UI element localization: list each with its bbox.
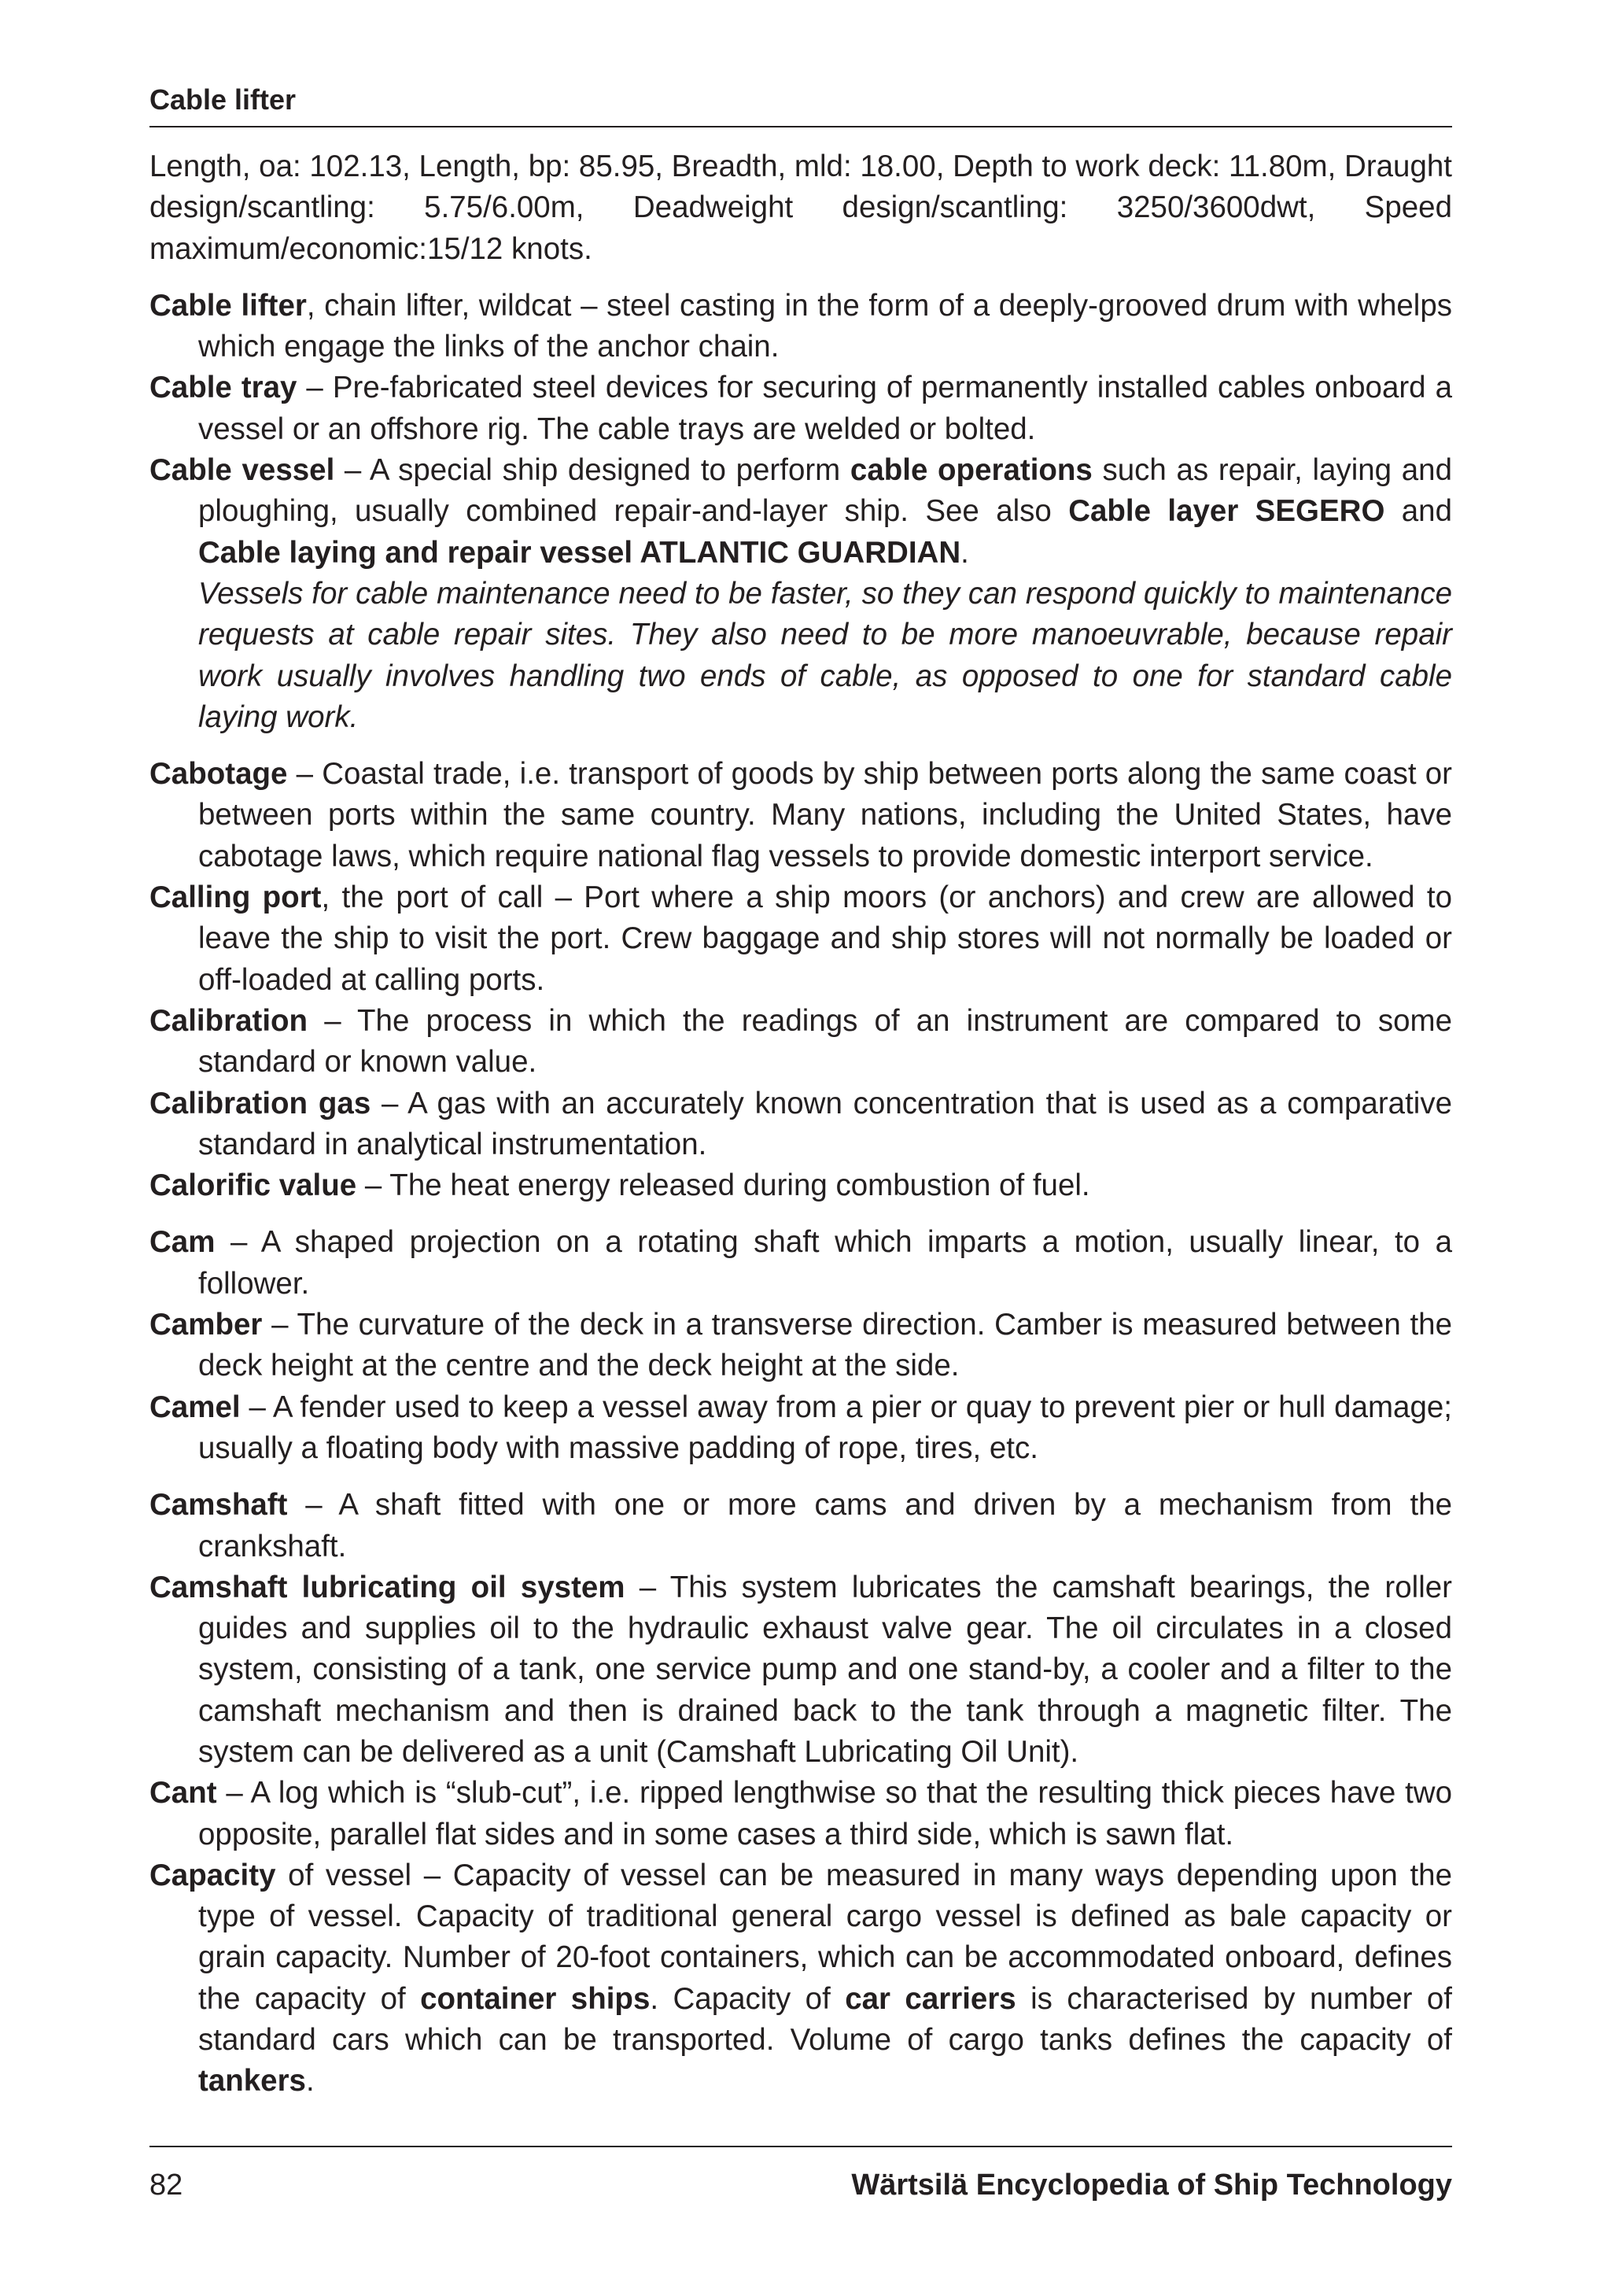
glossary-entry (149, 1222, 1452, 1305)
bold-term: Cant (149, 1776, 217, 1811)
glossary-content (149, 146, 1452, 2102)
entry-text: , chain lifter, wildcat – steel casting in the form of a deeply-grooved drum with whelps which engage the links of the anchor chain. (198, 288, 1452, 364)
bold-term: Cam (149, 1225, 216, 1260)
bold-term: cable operations (850, 453, 1093, 488)
bold-term: container ships (420, 1981, 651, 2016)
bold-term: Camshaft lubricating oil system (149, 1570, 625, 1604)
entry-text: , the port of call – Port where a ship moors (or anchors) and crew are allowed to leave the ship to visit the port. Crew baggage and ship stores will not normally be loaded or off-loaded at calling ports. (198, 880, 1453, 997)
entry-text: – A shaped projection on a rotating shaft which imparts a motion, usually linear, to a follower. (198, 1225, 1452, 1301)
bold-term: Camshaft (149, 1488, 288, 1523)
book-title: Wärtsilä Encyclopedia of Ship Technology (851, 2169, 1452, 2202)
bold-term: Cabotage (149, 757, 288, 792)
entry-text: such as repair, laying and ploughing, usually combined repair-and-layer ship. See also (198, 453, 1452, 529)
glossary-entry (149, 1855, 1452, 2102)
glossary-entry (149, 1305, 1452, 1387)
glossary-entry (149, 1083, 1452, 1166)
entry-text: – Coastal trade, i.e. transport of goods by ship between ports along the same coast or between ports within the same country. Many nations, including the United States, have cabotage laws, which require national flag vessels to provide domestic interport service. (198, 757, 1452, 873)
glossary-entry (149, 1165, 1452, 1206)
running-header-title: Cable lifter (149, 83, 1452, 127)
entry-text: – A gas with an accurately known concentration that is used as a comparative standard in analytical instrumentation. (198, 1086, 1452, 1161)
entry-text: – A special ship designed to perform (334, 453, 850, 488)
bold-term: Calling port (149, 880, 322, 915)
intro-paragraph: Length, oa: 102.13, Length, bp: 85.95, Breadth, mld: 18.00, Depth to work deck: 11.80m, Draught design/scantling: 5.75/6.00m, Deadweight design/scantling: 3250/3600dwt, Speed maximum/economic:15/12 knots. (149, 149, 1452, 266)
glossary-entry (149, 1567, 1452, 1773)
entry-text: – The heat energy released during combustion of fuel. (356, 1168, 1090, 1203)
footer-rule (149, 2146, 1452, 2147)
entry-text: . (960, 535, 969, 570)
glossary-entries (149, 286, 1452, 2102)
glossary-entry (149, 286, 1452, 368)
bold-term: tankers (198, 2064, 306, 2099)
entry-text: of vessel – Capacity of vessel can be measured in many ways depending upon the type of vessel. Capacity of traditional general cargo vessel is defined as bale capacity or grain capacity. Number of 20-foot containers, which can be accommodated onboard, defines the capacity of (198, 1858, 1452, 2016)
glossary-entry (149, 367, 1452, 450)
entry-text: – Pre-fabricated steel devices for securing of permanently installed cables onboard a vessel or an offshore rig. The cable trays are welded or bolted. (198, 371, 1452, 446)
glossary-entry (149, 1773, 1452, 1855)
bold-term: Calibration (149, 1003, 308, 1038)
bold-term: Camel (149, 1390, 241, 1424)
glossary-entry (149, 450, 1452, 738)
bold-term: Calorific value (149, 1168, 357, 1203)
bold-term: Cable lifter (149, 288, 307, 323)
entry-text: . (305, 2064, 315, 2099)
bold-term: Cable vessel (149, 453, 335, 488)
bold-term: Calibration gas (149, 1086, 371, 1120)
entry-text: is characterised by number of standard cars which can be transported. Volume of cargo tanks defines the capacity of (198, 1981, 1452, 2058)
entry-text: – The process in which the readings of an instrument are compared to some standard or known value. (198, 1003, 1452, 1080)
bold-term: Capacity (149, 1858, 276, 1892)
entry-text: – The curvature of the deck in a transverse direction. Camber is measured between the deck height at the centre and the deck height at the side. (198, 1308, 1452, 1383)
page-number: 82 (149, 2169, 183, 2202)
entry-text: – This system lubricates the camshaft bearings, the roller guides and supplies oil to the hydraulic exhaust valve gear. The oil circulates in a closed system, consisting of a tank, one service pump and one stand-by, a cooler and a filter to the camshaft mechanism and then is drained back to the tank through a magnetic filter. The system can be delivered as a unit (Camshaft Lubricating Oil Unit). (198, 1570, 1452, 1769)
bold-term: Camber (149, 1308, 263, 1342)
glossary-entry (149, 1001, 1452, 1083)
glossary-entry (149, 877, 1452, 1001)
entry-text: and (1384, 494, 1452, 529)
entry-text: – A log which is “slub-cut”, i.e. ripped lengthwise so that the resulting thick pieces have two opposite, parallel flat sides and in some cases a third side, which is sawn flat. (198, 1776, 1452, 1851)
bold-term: car carriers (845, 1981, 1016, 2016)
entry-text: – A shaft fitted with one or more cams and driven by a mechanism from the crankshaft. (198, 1488, 1452, 1563)
bold-term: Cable tray (149, 371, 297, 405)
entry-note: Vessels for cable maintenance need to be faster, so they can respond quickly to maintenance requests at cable repair sites. They also need to be more manoeuvrable, because repair work usually involves handling two ends of cable, as opposed to one for standard cable laying work. (198, 576, 1452, 734)
glossary-entry (149, 1485, 1452, 1567)
entry-text: . Capacity of (650, 1981, 846, 2016)
glossary-entry (149, 754, 1452, 877)
glossary-entry (149, 1387, 1452, 1470)
bold-term: Cable layer SEGERO (1068, 494, 1385, 529)
entry-text: – A fender used to keep a vessel away from a pier or quay to prevent pier or hull damage; usually a floating body with massive padding of rope, tires, etc. (198, 1390, 1452, 1465)
bold-term: Cable laying and repair vessel ATLANTIC GUARDIAN (198, 535, 961, 570)
